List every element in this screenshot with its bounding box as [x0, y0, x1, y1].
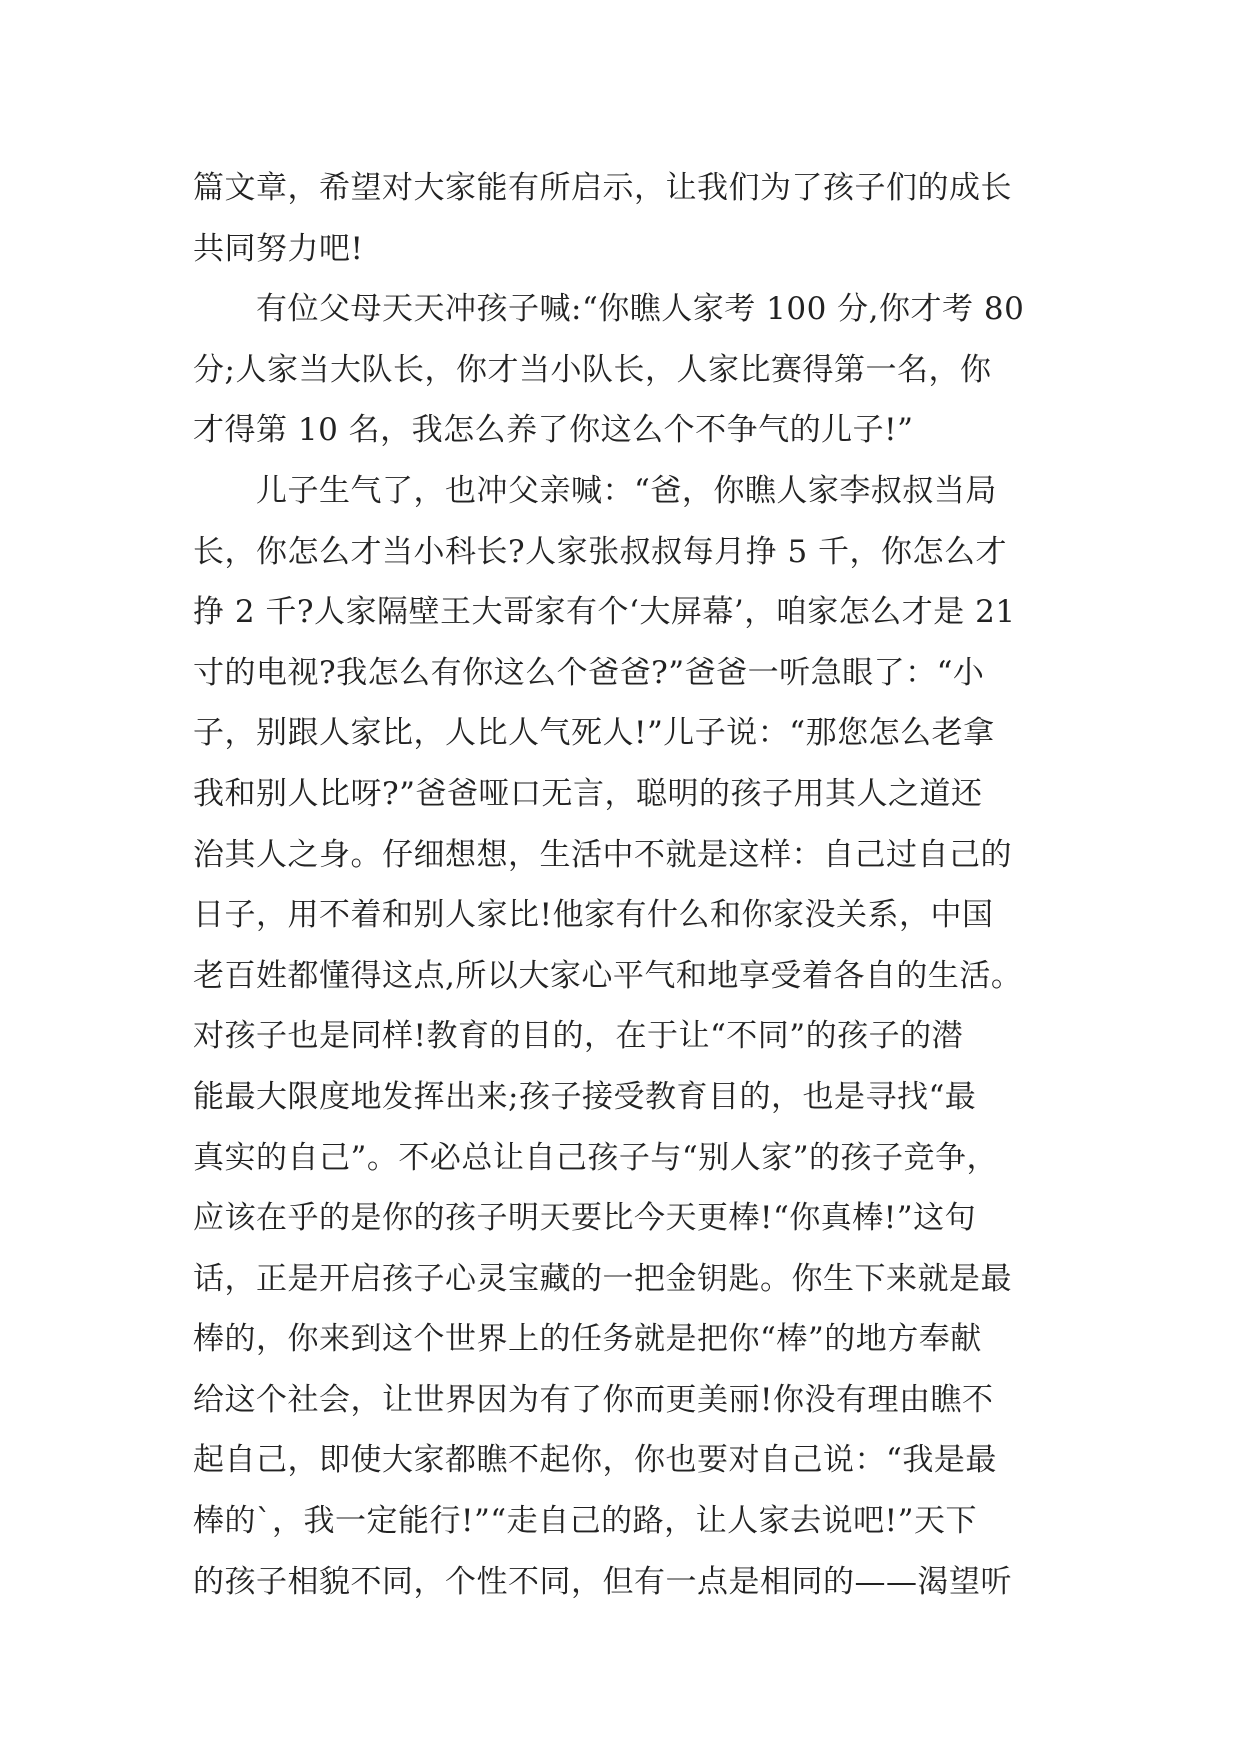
- text-line: 话，正是开启孩子心灵宝藏的一把金钥匙。你生下来就是最: [193, 1260, 1012, 1297]
- text-line: 棒的，你来到这个世界上的任务就是把你“棒”的地方奉献: [193, 1321, 982, 1358]
- body-text: [193, 158, 1063, 1612]
- text-line: 老百姓都懂得这点,所以大家心平气和地享受着各自的生活。: [193, 957, 1023, 994]
- text-line: 治其人之身。仔细想想，生活中不就是这样：自己过自己的: [193, 836, 1012, 873]
- text-line: 子，别跟人家比，人比人气死人!”儿子说：“那您怎么老拿: [193, 715, 995, 752]
- text-line: 棒的`，我一定能行!”“走自己的路，让人家去说吧!”天下: [193, 1503, 977, 1540]
- text-line: 分;人家当大队长，你才当小队长，人家比赛得第一名，你: [193, 351, 992, 388]
- text-line: 给这个社会，让世界因为有了你而更美丽!你没有理由瞧不: [193, 1381, 994, 1418]
- text-line: 起自己，即使大家都瞧不起你，你也要对自己说：“我是最: [193, 1442, 997, 1479]
- text-line: 才得第 10 名，我怎么养了你这么个不争气的儿子!”: [193, 412, 914, 449]
- text-line: 能最大限度地发挥出来;孩子接受教育目的，也是寻找“最: [193, 1078, 977, 1115]
- text-line: 对孩子也是同样!教育的目的，在于让“不同”的孩子的潜: [193, 1018, 964, 1055]
- text-line: 篇文章，希望对大家能有所启示，让我们为了孩子们的成长: [193, 170, 1012, 206]
- text-line: 的孩子相貌不同，个性不同，但有一点是相同的——渴望听: [193, 1563, 1012, 1600]
- text-line: 有位父母天天冲孩子喊:“你瞧人家考 100 分,你才考 80: [193, 291, 1025, 328]
- text-line: 我和别人比呀?”爸爸哑口无言，聪明的孩子用其人之道还: [193, 775, 983, 812]
- text-line: 挣 2 千?人家隔壁王大哥家有个‘大屏幕’，咱家怎么才是 21: [193, 594, 1016, 631]
- text-line: 寸的电视?我怎么有你这么个爸爸?”爸爸一听急眼了：“小: [193, 654, 985, 691]
- text-line: 长，你怎么才当小科长?人家张叔叔每月挣 5 千，你怎么才: [193, 533, 1008, 570]
- text-line: 应该在乎的是你的孩子明天要比今天更棒!“你真棒!”这句: [193, 1200, 977, 1237]
- text-line: 真实的自己”。不必总让自己孩子与“别人家”的孩子竞争，: [193, 1139, 999, 1176]
- text-line: 共同努力吧!: [193, 230, 364, 267]
- text-line: 儿子生气了，也冲父亲喊：“爸，你瞧人家李叔叔当局: [193, 472, 997, 509]
- text-line: 日子，用不着和别人家比!他家有什么和你家没关系，中国: [193, 897, 994, 934]
